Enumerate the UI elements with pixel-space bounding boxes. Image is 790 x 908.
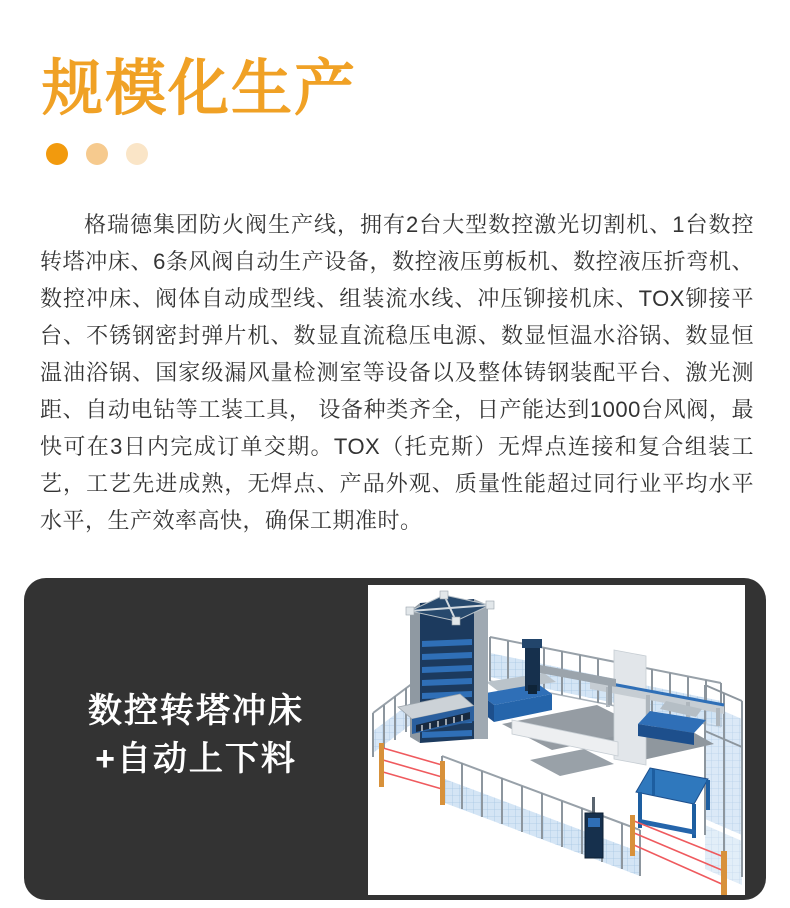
page-title: 规模化生产 (42, 54, 358, 122)
accent-dot-3 (126, 143, 148, 165)
feature-card-label-line1: 数控转塔冲床 (88, 692, 304, 730)
blue-worktable (636, 768, 710, 838)
accent-dot-2-circle (86, 143, 108, 165)
control-kiosk (585, 797, 603, 858)
accent-dot-1-circle (46, 143, 68, 165)
accent-dot-1 (46, 143, 68, 165)
production-line-illustration (368, 585, 745, 895)
front-fence (442, 756, 640, 876)
feature-card-label-line2: +自动上下料 (95, 740, 297, 778)
accent-dot-2 (86, 143, 108, 165)
production-line-photo (368, 585, 745, 895)
feature-card-label (24, 578, 368, 900)
title-accent-dots (46, 143, 148, 165)
accent-dot-3-circle (126, 143, 148, 165)
laser-curtain-left (383, 748, 442, 789)
feature-card (24, 578, 766, 900)
intro-paragraph: 格瑞德集团防火阀生产线，拥有2台大型数控激光切割机、1台数控转塔冲床、6条风阀自动生产设备，数控液压剪板机、数控液压折弯机、数控冲床、阀体自动成型线、组装流水线、冲压铆接机床、TOX铆接平台、不锈钢密封弹片机、数显直流稳压电源、数显恒温水浴锅、数显恒温油浴锅、国家级漏风量检测室等设备以及整体铸钢装配平台、激光测距、自动电钻等工装工具， 设备种类齐全，日产能达到1000台风阀，最快可在3日内完成订单交期。TOX（托克斯）无焊点连接和复合组装工艺，工艺先进成熟，无焊点、产品外观、质量性能超过同行业平均水平水平，生产效率高快，确保工期准时。 (40, 212, 754, 533)
